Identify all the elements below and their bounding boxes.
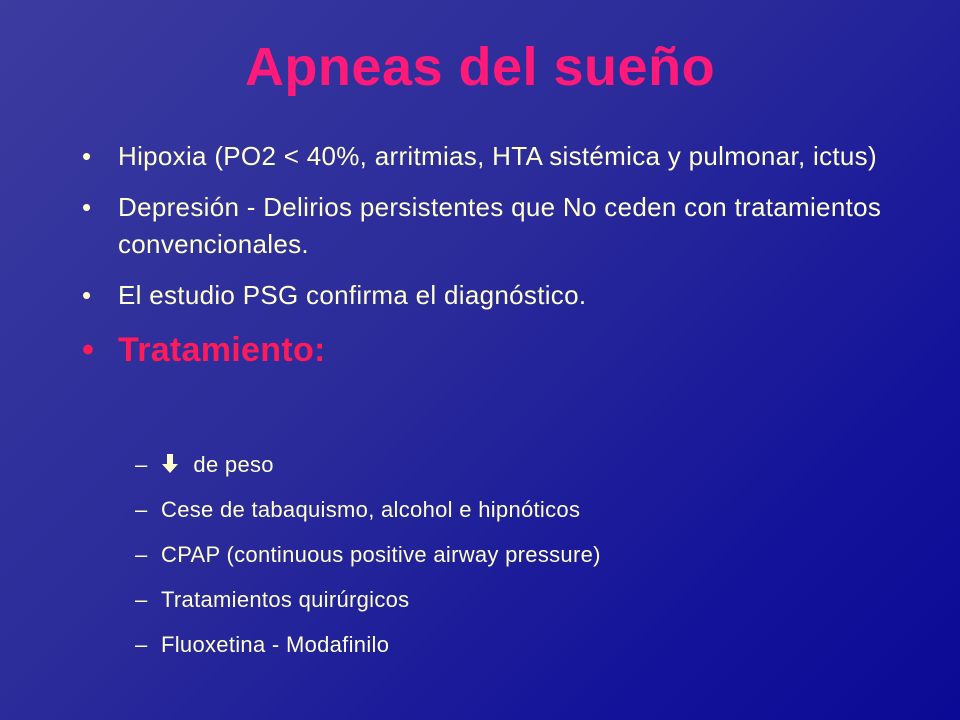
- treatment-item: [135, 586, 915, 614]
- bullet-item: [82, 189, 902, 263]
- treatment-text: Fluoxetina - Modafinilo: [161, 632, 390, 657]
- treatment-heading: [82, 328, 902, 372]
- bullet-list: [82, 138, 902, 386]
- bullet-text: Depresión - Delirios persistentes que No ceden con tratamientos convencionales.: [118, 192, 882, 259]
- treatment-text: Tratamientos quirúrgicos: [161, 587, 410, 612]
- bullet-text: Hipoxia (PO2 < 40%, arritmias, HTA sistémica y pulmonar, ictus): [118, 141, 877, 171]
- bullet-marker: •: [82, 192, 92, 222]
- slide-title: Apneas del sueño: [244, 37, 716, 97]
- dash-marker: –: [135, 632, 148, 657]
- treatment-list: [135, 451, 915, 676]
- treatment-item: [135, 631, 915, 659]
- treatment-text: de peso: [193, 452, 274, 477]
- down-arrow-icon: [161, 451, 179, 479]
- treatment-item: [135, 541, 915, 569]
- bullet-item: [82, 138, 902, 175]
- dash-marker: –: [135, 587, 148, 612]
- dash-marker: –: [135, 452, 148, 477]
- bullet-text: El estudio PSG confirma el diagnóstico.: [118, 280, 587, 310]
- treatment-item: [135, 451, 915, 479]
- bullet-marker: •: [82, 141, 92, 171]
- treatment-text: CPAP (continuous positive airway pressure): [161, 542, 601, 567]
- bullet-marker: •: [82, 280, 92, 310]
- treatment-heading-text: Tratamiento:: [118, 331, 326, 369]
- bullet-marker: •: [82, 331, 95, 369]
- treatment-text: Cese de tabaquismo, alcohol e hipnóticos: [161, 497, 581, 522]
- dash-marker: –: [135, 497, 148, 522]
- dash-marker: –: [135, 542, 148, 567]
- bullet-item: [82, 277, 902, 314]
- treatment-item: [135, 496, 915, 524]
